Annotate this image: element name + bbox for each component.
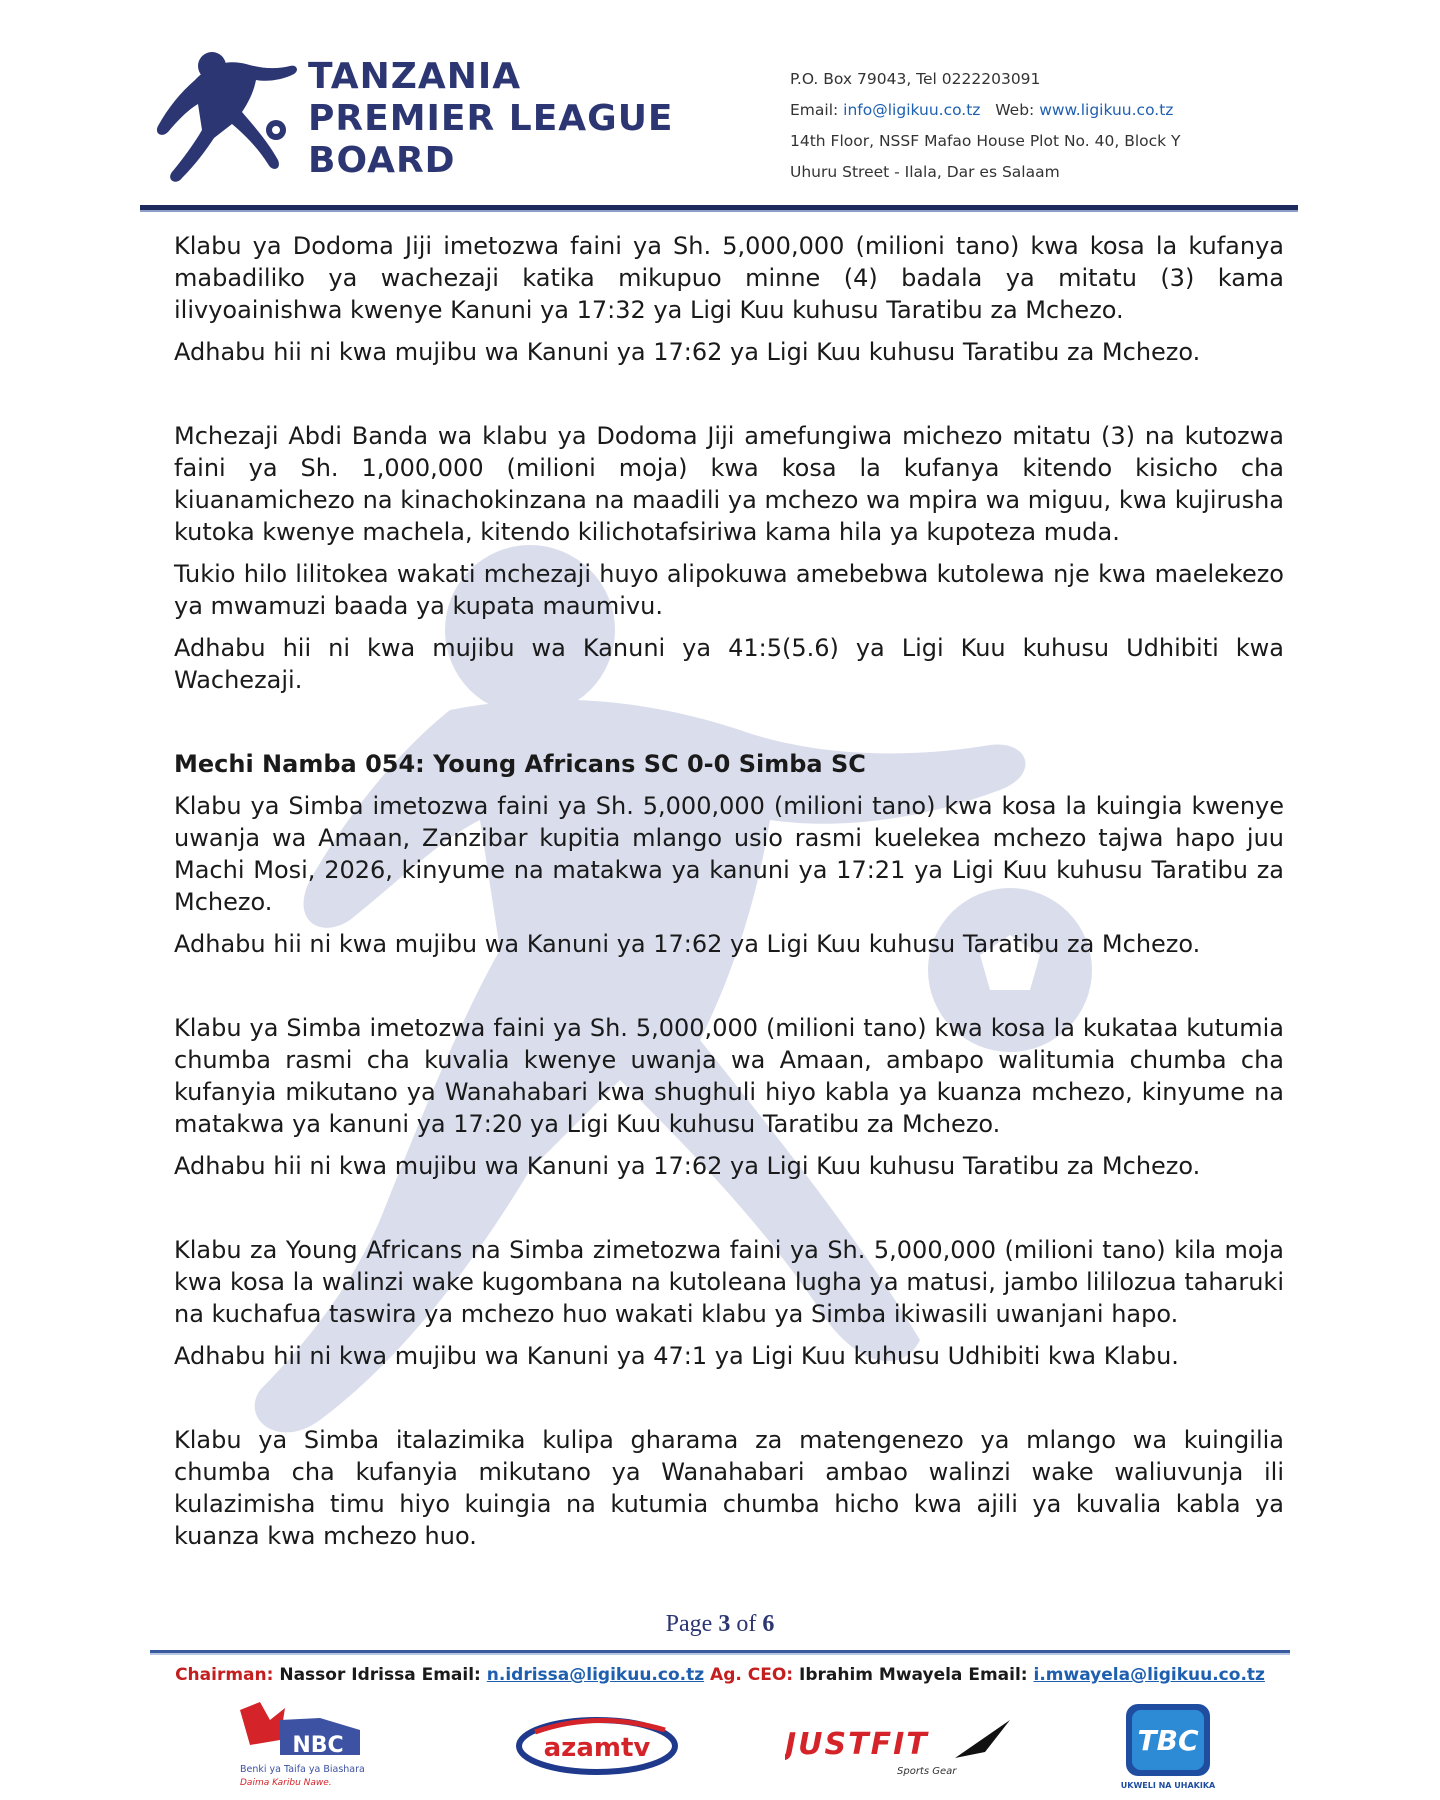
nbc-logo (230, 1700, 370, 1790)
footer-divider (150, 1650, 1290, 1655)
tbc-tagline: UKWELI NA UHAKIKA (1120, 1781, 1216, 1790)
chairman-text: Nassor Idrissa Email: (279, 1665, 481, 1685)
letterhead (140, 40, 1290, 190)
web-link[interactable]: www.ligikuu.co.tz (1039, 101, 1174, 119)
ceo-email-link[interactable]: i.mwayela@ligikuu.co.tz (1033, 1665, 1265, 1685)
paragraph-dodoma-substitution-fine: Klabu ya Dodoma Jiji imetozwa faini ya Sh. 5,000,000 (milioni tano) kwa kosa la kufanya mabadiliko ya wachezaji katika mikupuo minne (4) badala ya mitatu (3) kama ilivyoainishwa kwenye Kanuni ya 17:32 ya Ligi Kuu kuhusu Taratibu za Mchezo. (174, 232, 1284, 324)
contact-email-web-line (790, 95, 1270, 126)
paragraph-rule-reference: Adhabu hii ni kwa mujibu wa Kanuni ya 47:1 ya Ligi Kuu kuhusu Udhibiti kwa Klabu. (174, 1342, 1179, 1370)
contact-block (790, 64, 1270, 188)
nbc-wordmark: NBC (292, 1733, 344, 1758)
sponsor-logos (0, 1700, 1440, 1795)
league-name-line-3: BOARD (308, 140, 456, 181)
tbc-wordmark: TBC (1137, 1724, 1199, 1757)
paragraph-stewards-fight-fine: Klabu za Young Africans na Simba zimetozwa faini ya Sh. 5,000,000 (milioni tano) kila moja kwa kosa la walinzi wake kugombana na kutoleana lugha ya matusi, jambo lililozua taharuki na kuchafua taswira ya mchezo huo wakati klabu ya Simba ikiwasili uwanjani hapo. (174, 1236, 1284, 1328)
ceo-label: Ag. CEO: (710, 1665, 794, 1685)
paragraph-banda-suspension: Mchezaji Abdi Banda wa klabu ya Dodoma Jiji amefungiwa michezo mitatu (3) na kutozwa faini ya Sh. 1,000,000 (milioni moja) kwa kosa la kufanya kitendo kisicho cha kiuanamichezo na kinachokinzana na maadili ya mchezo wa mpira wa miguu, kwa kujirusha kutoka kwenye machela, kitendo kilichotafsiriwa kama hila ya kupoteza muda. (174, 422, 1284, 546)
email-label: Email: (790, 101, 839, 119)
contact-pobox: P.O. Box 79043, Tel 0222203091 (790, 70, 1041, 88)
chairman-email-link[interactable]: n.idrissa@ligikuu.co.tz (486, 1665, 705, 1685)
paragraph-rule-reference: Adhabu hii ni kwa mujibu wa Kanuni ya 17:62 ya Ligi Kuu kuhusu Taratibu za Mchezo. (174, 338, 1201, 366)
paragraph-rule-reference: Adhabu hii ni kwa mujibu wa Kanuni ya 17:62 ya Ligi Kuu kuhusu Taratibu za Mchezo. (174, 930, 1201, 958)
justfit-wordmark: JUSTFIT (785, 1727, 929, 1762)
chairman-label: Chairman: (175, 1665, 274, 1685)
contact-address-1: 14th Floor, NSSF Mafao House Plot No. 40, Block Y (790, 132, 1181, 150)
justfit-sub: Sports Gear (897, 1766, 957, 1777)
nbc-tagline-2: Daima Karibu Nawe. (240, 1778, 332, 1788)
email-link[interactable]: info@ligikuu.co.tz (843, 101, 981, 119)
paragraph-simba-dressing-room-fine: Klabu ya Simba imetozwa faini ya Sh. 5,000,000 (milioni tano) kwa kosa la kukataa kutumia chumba rasmi cha kuvalia kwenye uwanja wa Amaan, ambapo walitumia chumba cha kufanyia mikutano ya Wanahabari kwa shughuli hiyo kabla ya kuanza mchezo, kinyume na matakwa ya kanuni ya 17:20 ya Ligi Kuu kuhusu Taratibu za Mchezo. (174, 1014, 1284, 1138)
paragraph-rule-reference: Adhabu hii ni kwa mujibu wa Kanuni ya 41:5(5.6) ya Ligi Kuu kuhusu Udhibiti kwa Wachezaji. (174, 634, 1284, 694)
paragraph-door-repair-cost: Klabu ya Simba italazimika kulipa gharama za matengenezo ya mlango wa kuingilia chumba cha kufanyia mikutano ya Wanahabari ambao walinzi wake waliuvunja ili kulazimisha timu hiyo kuingia na kutumia chumba hicho kwa ajili ya kuvalia kabla ya kuanza kwa mchezo huo. (174, 1426, 1284, 1550)
page-of: of (736, 1611, 757, 1637)
header-divider (140, 205, 1298, 212)
ceo-text: Ibrahim Mwayela Email: (799, 1665, 1028, 1685)
document-body (174, 230, 1284, 1552)
page-word: Page (665, 1611, 713, 1637)
contact-address-2: Uhuru Street - Ilala, Dar es Salaam (790, 163, 1060, 181)
page-total: 6 (762, 1611, 775, 1637)
match-heading: Mechi Namba 054: Young Africans SC 0-0 Simba SC (174, 750, 866, 778)
league-name (308, 56, 688, 182)
tbc-logo (1118, 1700, 1218, 1792)
league-name-line-1: TANZANIA (308, 56, 522, 97)
league-logo-player-icon (150, 48, 300, 188)
web-label: Web: (995, 101, 1035, 119)
footer-officials (0, 1665, 1440, 1685)
nbc-tagline-1: Benki ya Taifa ya Biashara (240, 1764, 365, 1775)
page-number (0, 1611, 1440, 1638)
justfit-logo (785, 1712, 1015, 1782)
page-current: 3 (718, 1611, 731, 1637)
paragraph-incident-details: Tukio hilo lilitokea wakati mchezaji huyo alipokuwa amebebwa kutolewa nje kwa maelekezo ya mwamuzi baada ya kupata maumivu. (174, 560, 1284, 620)
azamtv-logo (515, 1712, 680, 1777)
azamtv-wordmark: azamtv (543, 1733, 651, 1763)
league-name-line-2: PREMIER LEAGUE (308, 98, 674, 139)
paragraph-simba-entrance-fine: Klabu ya Simba imetozwa faini ya Sh. 5,000,000 (milioni tano) kwa kosa la kuingia kwenye uwanja wa Amaan, Zanzibar kupitia mlango usio rasmi kuelekea mchezo tajwa hapo juu Machi Mosi, 2026, kinyume na matakwa ya kanuni ya 17:21 ya Ligi Kuu kuhusu Taratibu za Mchezo. (174, 792, 1284, 916)
paragraph-rule-reference: Adhabu hii ni kwa mujibu wa Kanuni ya 17:62 ya Ligi Kuu kuhusu Taratibu za Mchezo. (174, 1152, 1201, 1180)
